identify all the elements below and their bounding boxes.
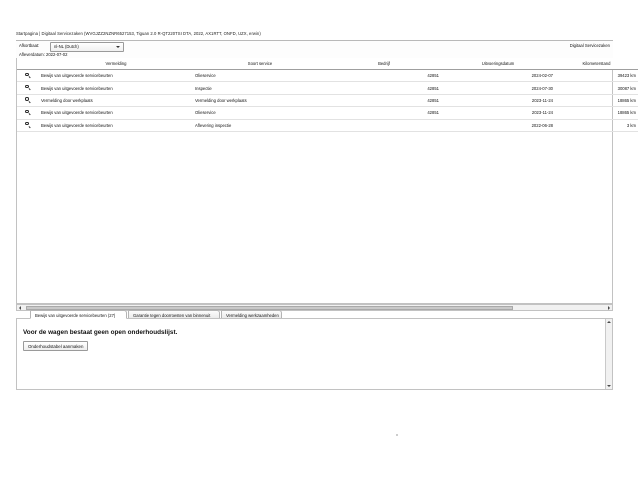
column-header-company: Bedrijf bbox=[327, 58, 441, 70]
row-date: 2023-11-24 bbox=[441, 107, 555, 119]
row-description: Bewijs van uitgevoerde servicebeurten bbox=[39, 82, 193, 94]
row-service: Inspectie bbox=[193, 82, 327, 94]
row-km: 30087 km bbox=[555, 82, 638, 94]
table-row[interactable] bbox=[17, 70, 638, 82]
column-header-date: Uitvoeringsdatum bbox=[441, 58, 555, 70]
scroll-down-icon[interactable] bbox=[607, 385, 611, 387]
tab-label: Vermelding werkzaamheden bbox=[226, 313, 279, 318]
service-records-table bbox=[17, 58, 638, 132]
chevron-down-icon bbox=[116, 46, 120, 48]
language-select-value: nl-NL (Dutch) bbox=[54, 43, 79, 49]
row-date: 2024-07-30 bbox=[441, 82, 555, 94]
toolbar bbox=[16, 40, 613, 60]
row-company: 42851 bbox=[327, 94, 441, 106]
row-description: Bewijs van uitgevoerde servicebeurten bbox=[39, 107, 193, 119]
magnifier-icon[interactable] bbox=[25, 109, 31, 115]
row-magnifier-cell[interactable] bbox=[17, 94, 39, 106]
table-row[interactable] bbox=[17, 107, 638, 119]
scroll-up-icon[interactable] bbox=[607, 321, 611, 323]
language-select[interactable] bbox=[50, 42, 124, 52]
service-records-table-panel bbox=[16, 58, 636, 304]
row-date: 2022-06-28 bbox=[441, 119, 555, 131]
row-description: Bewijs van uitgevoerde servicebeurten bbox=[39, 119, 193, 131]
row-magnifier-cell[interactable] bbox=[17, 70, 39, 82]
column-header-service: Soort service bbox=[193, 58, 327, 70]
tab-service-records[interactable] bbox=[30, 310, 127, 319]
row-date: 2023-11-24 bbox=[441, 94, 555, 106]
column-header-description: Vermelding bbox=[39, 58, 193, 70]
content-vertical-scrollbar[interactable] bbox=[605, 319, 612, 389]
row-service: Olieservice bbox=[193, 70, 327, 82]
row-service: Vermelding door werkplaats bbox=[193, 94, 327, 106]
row-km: 18865 km bbox=[555, 94, 638, 106]
magnifier-icon[interactable] bbox=[25, 122, 31, 128]
maintenance-empty-message: Voor de wagen bestaat geen open onderhoudslijst. bbox=[23, 329, 178, 336]
breadcrumb: Startpagina | Digitaal Servicezaken (WVGJZZ2NZNR6527153, Tiguan 2.0 R-QT220TSI DTA, 2022, AX1RTT, ONFD, UZX, erwin) bbox=[16, 31, 261, 36]
row-service: Olieservice bbox=[193, 107, 327, 119]
magnifier-icon[interactable] bbox=[25, 97, 31, 103]
row-magnifier-cell[interactable] bbox=[17, 107, 39, 119]
maintenance-panel bbox=[16, 318, 613, 390]
row-description: Vermelding door werkplaats bbox=[39, 94, 193, 106]
row-magnifier-cell[interactable] bbox=[17, 119, 39, 131]
table-header bbox=[17, 58, 638, 70]
row-company: 42851 bbox=[327, 107, 441, 119]
magnifier-icon[interactable] bbox=[25, 72, 31, 78]
delivery-date-label: Afleverdatum: 2022-07-02 bbox=[19, 51, 68, 57]
row-company bbox=[327, 119, 441, 131]
row-km: 3 km bbox=[555, 119, 638, 131]
row-description: Bewijs van uitgevoerde servicebeurten bbox=[39, 70, 193, 82]
column-header-icon bbox=[17, 58, 39, 70]
section-title: Digitaal Servicezaken bbox=[569, 43, 610, 48]
language-label: Afkortbaat: bbox=[19, 43, 40, 48]
row-km: 18865 km bbox=[555, 107, 638, 119]
table-row[interactable] bbox=[17, 119, 638, 131]
table-row[interactable] bbox=[17, 82, 638, 94]
tab-label: Bewijs van uitgevoerde servicebeurten (27) bbox=[35, 313, 116, 318]
tab-label: Garantie tegen doorroesten van binnenuit bbox=[133, 313, 211, 318]
table-row[interactable] bbox=[17, 94, 638, 106]
scrollbar-thumb[interactable] bbox=[26, 306, 513, 310]
table-body bbox=[17, 70, 638, 132]
magnifier-icon[interactable] bbox=[25, 85, 31, 91]
row-km: 39423 km bbox=[555, 70, 638, 82]
row-service: Aflevering inspectie bbox=[193, 119, 327, 131]
row-date: 2024-02-07 bbox=[441, 70, 555, 82]
row-company: 42851 bbox=[327, 82, 441, 94]
row-company: 42851 bbox=[327, 70, 441, 82]
cursor-indicator bbox=[396, 434, 398, 436]
column-header-km: Kilometerstand bbox=[555, 58, 638, 70]
row-magnifier-cell[interactable] bbox=[17, 82, 39, 94]
create-maintenance-table-button[interactable]: Onderhoudstabel aanmaken bbox=[23, 341, 88, 351]
